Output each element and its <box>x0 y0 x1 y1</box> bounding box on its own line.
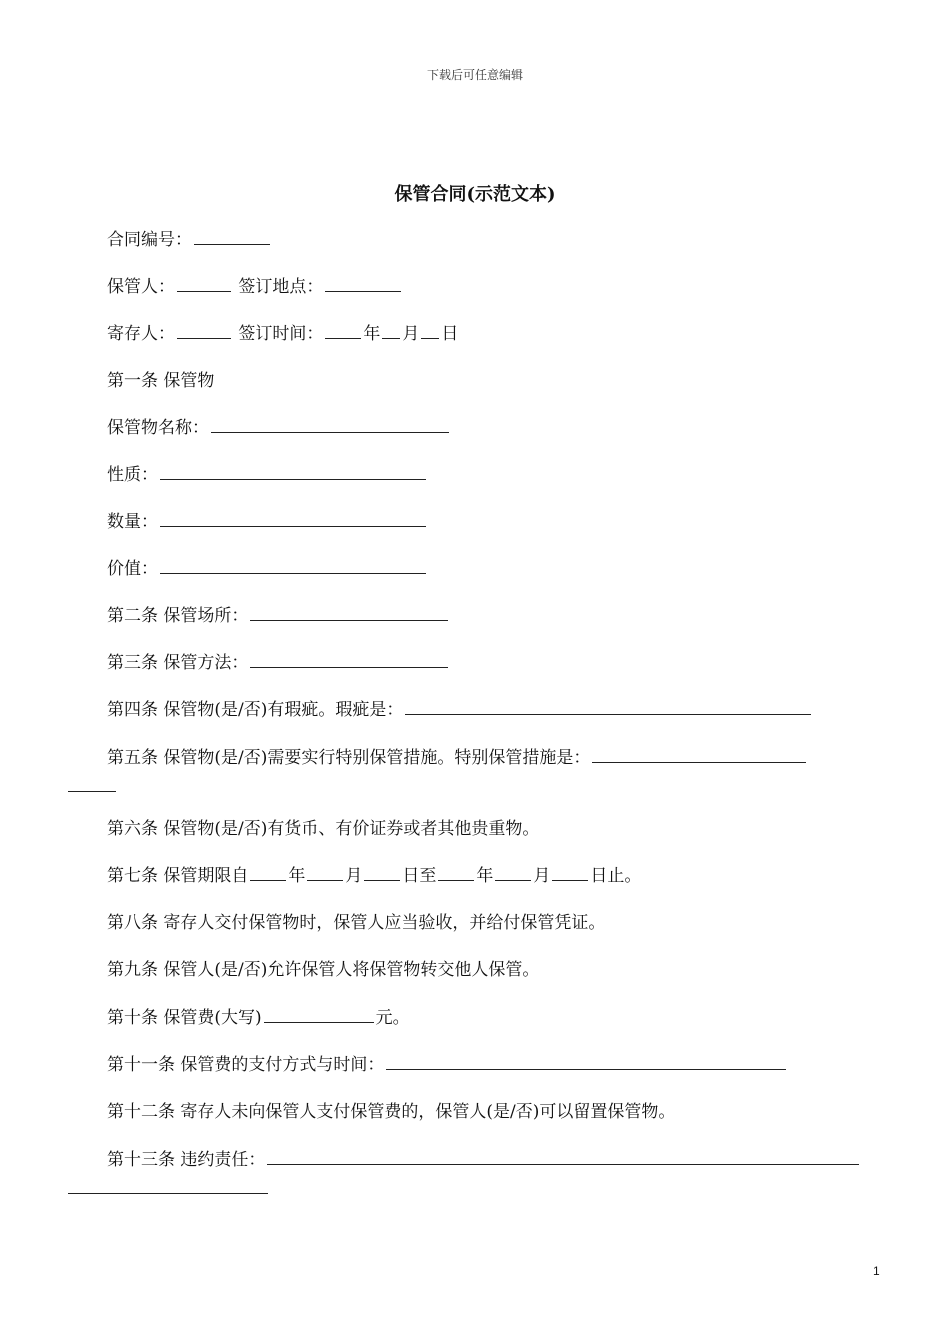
article-1: 第一条 保管物 <box>107 371 215 391</box>
value-line <box>107 557 428 581</box>
article-8: 第八条 寄存人交付保管物时，保管人应当验收，并给付保管凭证。 <box>107 913 606 933</box>
depositor-blank[interactable] <box>177 322 231 339</box>
article-3 <box>107 651 450 675</box>
quantity-label: 数量： <box>107 512 158 532</box>
contract-number-label: 合同编号： <box>107 230 192 250</box>
start-day-blank[interactable] <box>364 864 400 881</box>
article-4-blank[interactable] <box>405 698 811 715</box>
quantity-line <box>107 510 428 534</box>
article-7 <box>107 864 641 888</box>
article-11-text: 第十一条 保管费的支付方式与时间： <box>107 1055 385 1075</box>
article-10-unit: 元。 <box>375 1008 410 1028</box>
article-9: 第九条 保管人(是/否)允许保管人将保管物转交他人保管。 <box>107 960 540 980</box>
contract-number-blank[interactable] <box>194 228 270 245</box>
keeper-blank[interactable] <box>177 275 231 292</box>
sign-place-blank[interactable] <box>325 275 401 292</box>
article-10-text: 第十条 保管费(大写) <box>107 1008 262 1028</box>
keeper-label: 保管人： <box>107 277 175 297</box>
depositor-label: 寄存人： <box>107 324 175 344</box>
article-13-text: 第十三条 违约责任： <box>107 1150 266 1170</box>
month-label: 月 <box>402 324 420 344</box>
sign-year-blank[interactable] <box>325 322 361 339</box>
article-2 <box>107 604 450 628</box>
article-11-blank[interactable] <box>386 1053 786 1070</box>
sign-place-label: 签订地点： <box>238 277 324 297</box>
page-header: 下载后可任意编辑 <box>426 68 523 82</box>
end-year-label: 年 <box>476 866 494 886</box>
day-label: 日 <box>441 324 459 344</box>
end-month-blank[interactable] <box>495 864 531 881</box>
start-year-label: 年 <box>288 866 306 886</box>
item-name-blank[interactable] <box>211 416 449 433</box>
article-11 <box>107 1053 788 1077</box>
article-13-blank[interactable] <box>267 1148 859 1165</box>
article-12: 第十二条 寄存人未向保管人支付保管费的，保管人(是/否)可以留置保管物。 <box>107 1102 676 1122</box>
article-3-text: 第三条 保管方法： <box>107 653 249 673</box>
sign-day-blank[interactable] <box>421 322 439 339</box>
item-name-line <box>107 416 451 440</box>
year-label: 年 <box>363 324 381 344</box>
article-2-text: 第二条 保管场所： <box>107 606 249 626</box>
article-5-blank-continued[interactable] <box>68 790 116 792</box>
article-5 <box>107 746 808 770</box>
article-5-text: 第五条 保管物(是/否)需要实行特别保管措施。特别保管措施是： <box>107 748 591 768</box>
end-year-blank[interactable] <box>438 864 474 881</box>
fee-amount-blank[interactable] <box>264 1006 374 1023</box>
end-month-label: 月 <box>533 866 551 886</box>
article-5-blank[interactable] <box>592 746 806 763</box>
article-3-blank[interactable] <box>250 651 448 668</box>
value-blank[interactable] <box>160 557 426 574</box>
start-month-label: 月 <box>345 866 363 886</box>
article-4-text: 第四条 保管物(是/否)有瑕疵。瑕疵是： <box>107 700 404 720</box>
sign-time-label: 签订时间： <box>238 324 324 344</box>
keeper-line <box>107 275 403 299</box>
start-day-to-label: 日至 <box>402 866 437 886</box>
value-label: 价值： <box>107 559 158 579</box>
article-13-blank-continued[interactable] <box>68 1192 268 1194</box>
article-13 <box>107 1148 861 1172</box>
nature-label: 性质： <box>107 465 158 485</box>
contract-number-line <box>107 228 272 252</box>
end-day-label: 日止。 <box>590 866 642 886</box>
nature-line <box>107 463 428 487</box>
article-6: 第六条 保管物(是/否)有货币、有价证券或者其他贵重物。 <box>107 819 540 839</box>
start-year-blank[interactable] <box>250 864 286 881</box>
article-10 <box>107 1006 410 1030</box>
start-month-blank[interactable] <box>307 864 343 881</box>
nature-blank[interactable] <box>160 463 426 480</box>
quantity-blank[interactable] <box>160 510 426 527</box>
sign-month-blank[interactable] <box>382 322 400 339</box>
page-number: 1 <box>873 1264 880 1278</box>
article-2-blank[interactable] <box>250 604 448 621</box>
article-7-text: 第七条 保管期限自 <box>107 866 249 886</box>
end-day-blank[interactable] <box>552 864 588 881</box>
item-name-label: 保管物名称： <box>107 418 209 438</box>
document-title: 保管合同(示范文本) <box>394 184 556 205</box>
article-4 <box>107 698 813 722</box>
depositor-line <box>107 322 458 346</box>
